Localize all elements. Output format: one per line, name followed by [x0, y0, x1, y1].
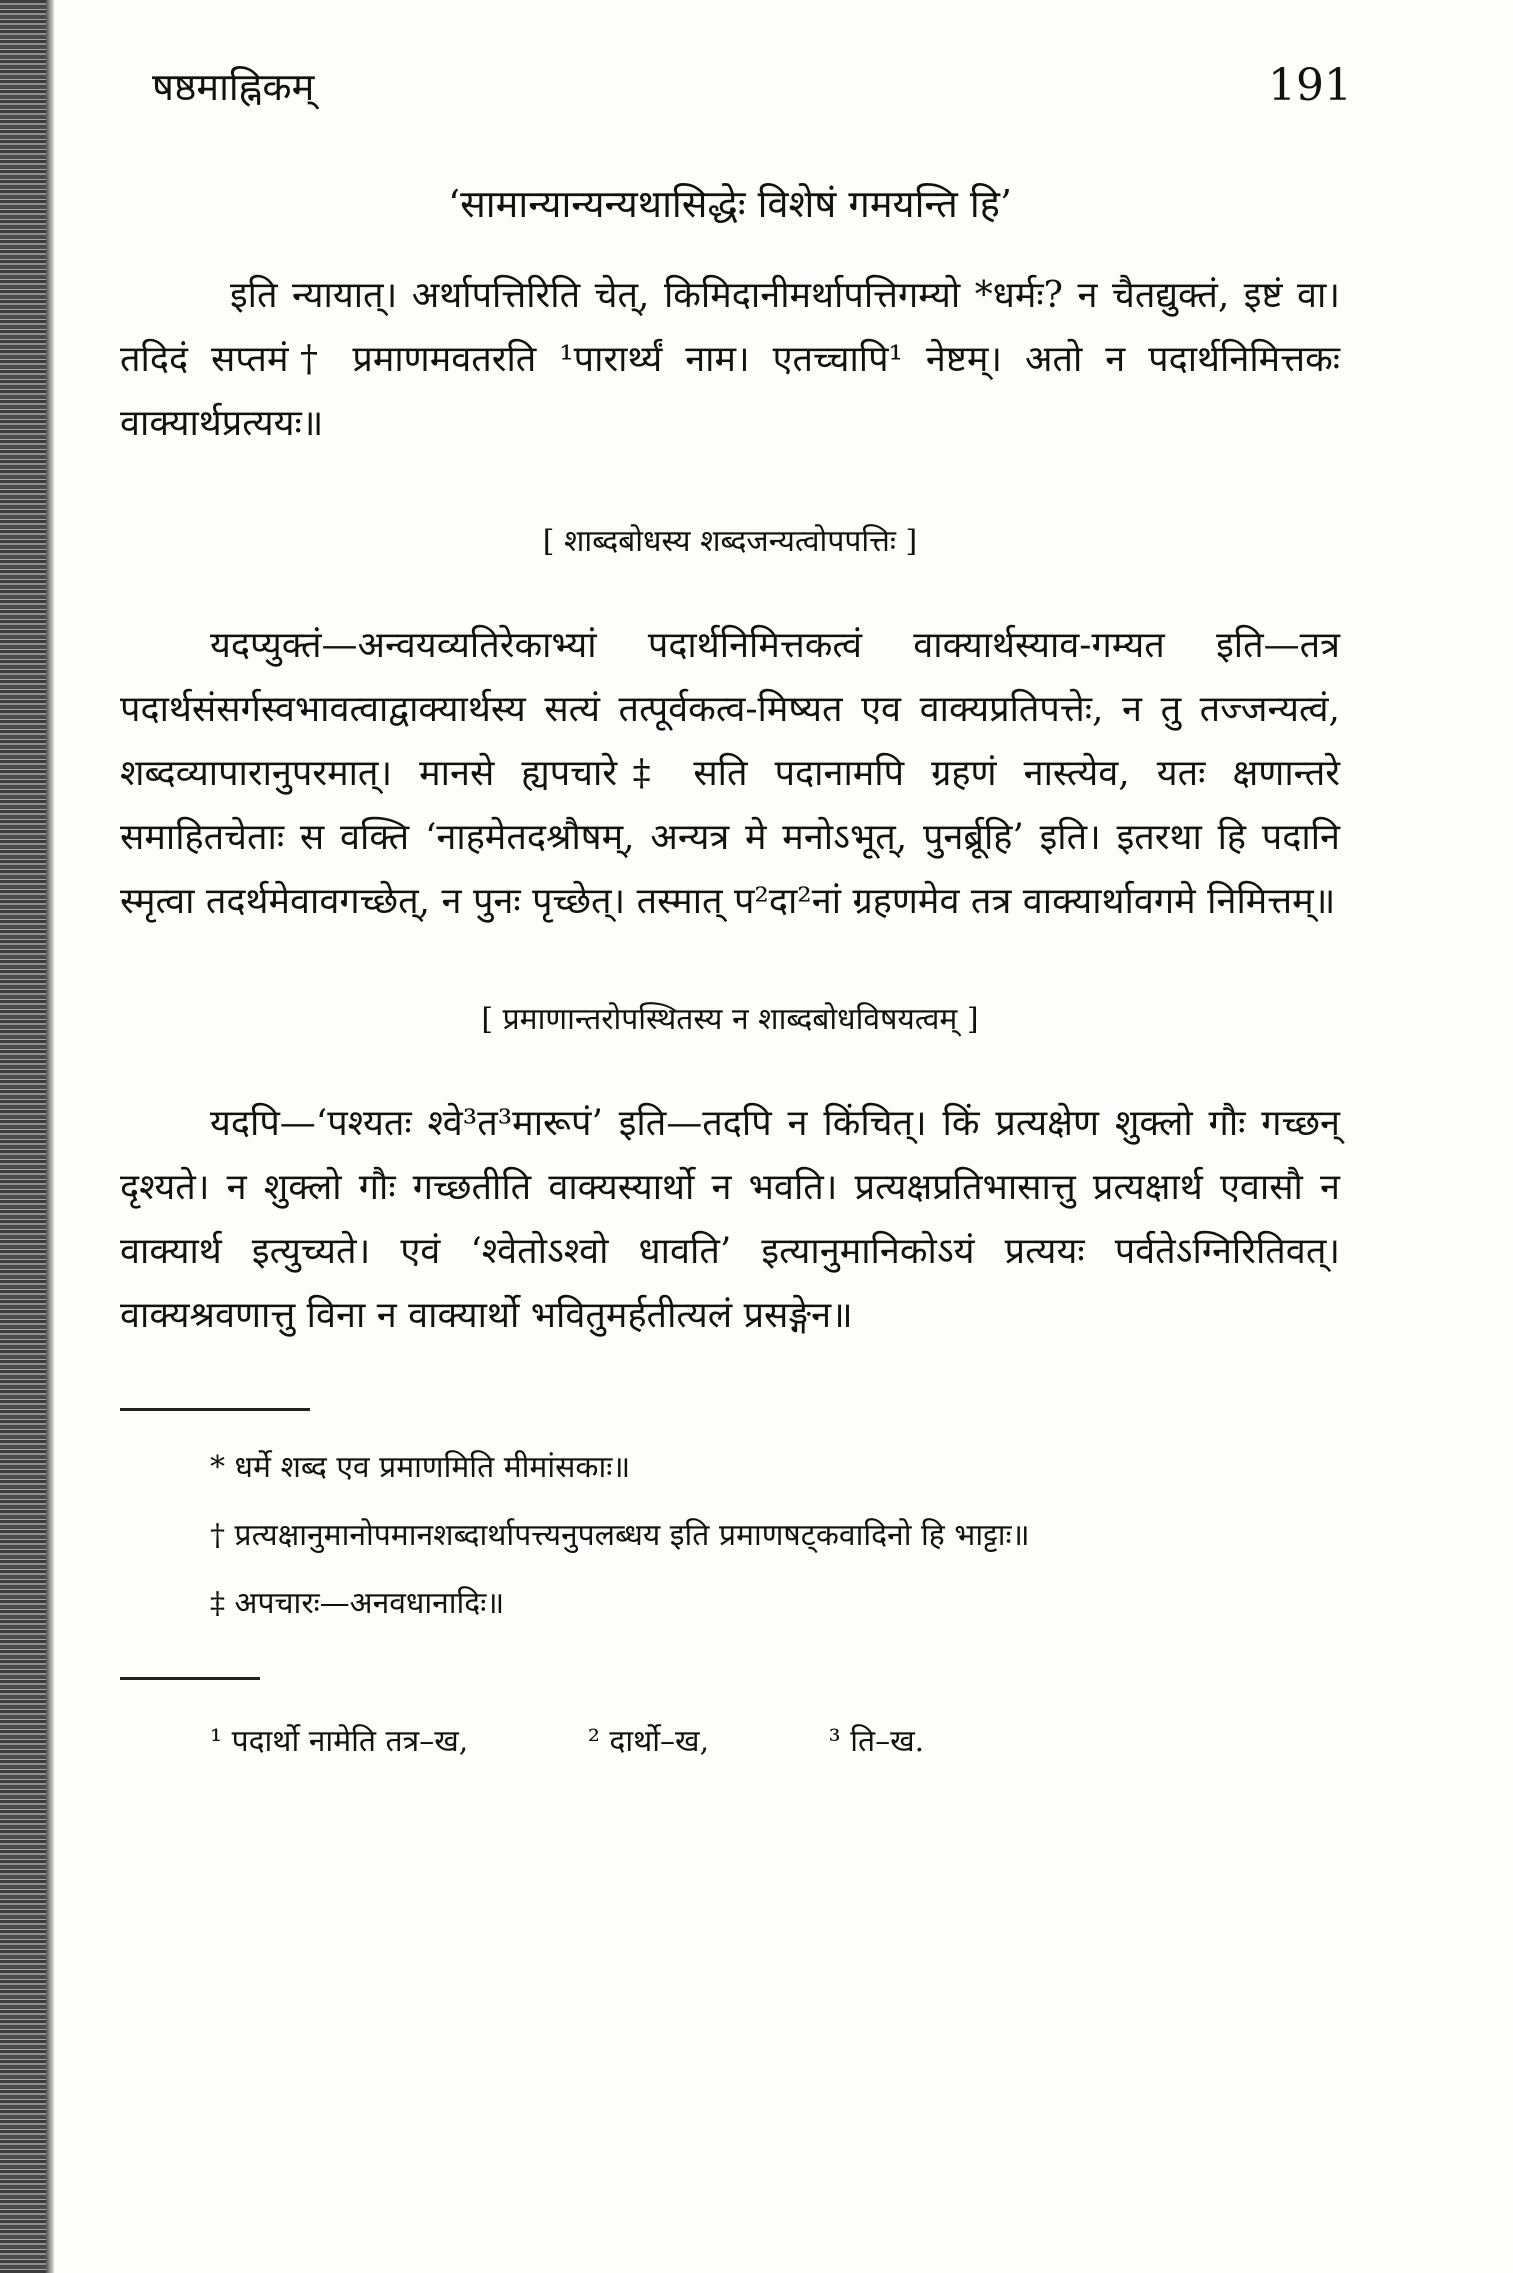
variant-3: ³ ति–ख.: [828, 1724, 925, 1759]
paragraph-3: यदपि—‘पश्यतः श्वे³त³मारूपं’ इति—तदपि न किंचित्। किं प्रत्यक्षेण शुक्लो गौः गच्छन् दृश्यते। न शुक्लो गौः गच्छतीति वाक्यस्यार्थो न भवति। प्रत्यक्षप्रतिभासात्तु प्रत्यक्षार्थ एवासौ न वाक्यार्थ इत्युच्यते। एवं ‘श्वेतोऽश्वो धावति’ इत्यानुमानिकोऽयं प्रत्ययः पर्वतेऽग्निरितिवत्। वाक्यश्रवणात्तु विना न वाक्यार्थो भवितुमर्हतीत्यलं प्रसङ्गेन॥: [120, 1103, 1340, 1336]
page-edge-shadow: [0, 0, 46, 2273]
paragraph-2: यदप्युक्तं—अन्वयव्यतिरेकाभ्यां पदार्थनिमित्तकत्वं वाक्यार्थस्याव-गम्यत इति—तत्र पदार्थसंसर्गस्वभावत्वाद्वाक्यार्थस्य सत्यं तत्पूर्वकत्व-मिष्यत एव वाक्यप्रतिपत्तेः, न तु तज्जन्यत्वं, शब्दव्यापारानुपरमात्। मानसे ह्यपचारे‡ सति पदानामपि ग्रहणं नास्त्येव, यतः क्षणान्तरे समाहितचेताः स वक्ति ‘नाहमेतदश्रौषम्, अन्यत्र मे मनोऽभूत्, पुनर्ब्रूहि’ इति। इतरथा हि पदानि स्मृत्वा तदर्थमेवावगच्छेत्, न पुनः पृच्छेत्। तस्मात् प²दा²नां ग्रहणमेव तत्र वाक्यार्थावगमे निमित्तम्॥: [120, 625, 1340, 922]
footnote-3: ‡ अपचारः—अनवधानादिः॥: [210, 1586, 505, 1621]
variant-1: ¹ पदार्थो नामेति तत्र–ख,: [210, 1724, 469, 1759]
variant-divider: [120, 1677, 260, 1680]
chapter-title: षष्ठमाह्निकम्: [152, 65, 315, 109]
page-number: 191: [1268, 60, 1352, 111]
footnote-1: * धर्मे शब्द एव प्रमाणमिति मीमांसकाः॥: [210, 1450, 631, 1485]
footnote-divider: [120, 1408, 310, 1411]
variant-2: ² दार्थो–ख,: [587, 1724, 710, 1759]
section-heading-2: [ प्रमाणान्तरोपस्थितस्य न शाब्दबोधविषयत्वम् ]: [481, 1002, 979, 1037]
running-header: [152, 60, 1352, 140]
main-text: [120, 160, 1340, 1774]
paragraph-1: इति न्यायात्। अर्थापत्तिरिति चेत्, किमिदानीमर्थापत्तिगम्यो *धर्मः? न चैतद्युक्तं, इष्टं वा। तदिदं सप्तमं† प्रमाणमवतरति ¹पारार्थ्यं नाम। एतच्चापि¹ नेष्टम्। अतो न पदार्थनिमित्तकः वाक्यार्थप्रत्ययः॥: [120, 275, 1340, 444]
footnote-2: † प्रत्यक्षानुमानोपमानशब्दार्थापत्त्यनुपलब्धय इति प्रमाणषट्कवादिनो हि भाट्टाः॥: [210, 1518, 1030, 1553]
quoted-verse: ‘सामान्यान्यन्यथासिद्धेः विशेषं गमयन्ति हि’: [448, 182, 1012, 226]
page-edge-gradient: [46, 0, 54, 2273]
section-heading-1: [ शाब्दबोधस्य शब्दजन्यत्वोपपत्तिः ]: [542, 524, 918, 559]
variant-readings: [120, 1710, 1340, 1774]
